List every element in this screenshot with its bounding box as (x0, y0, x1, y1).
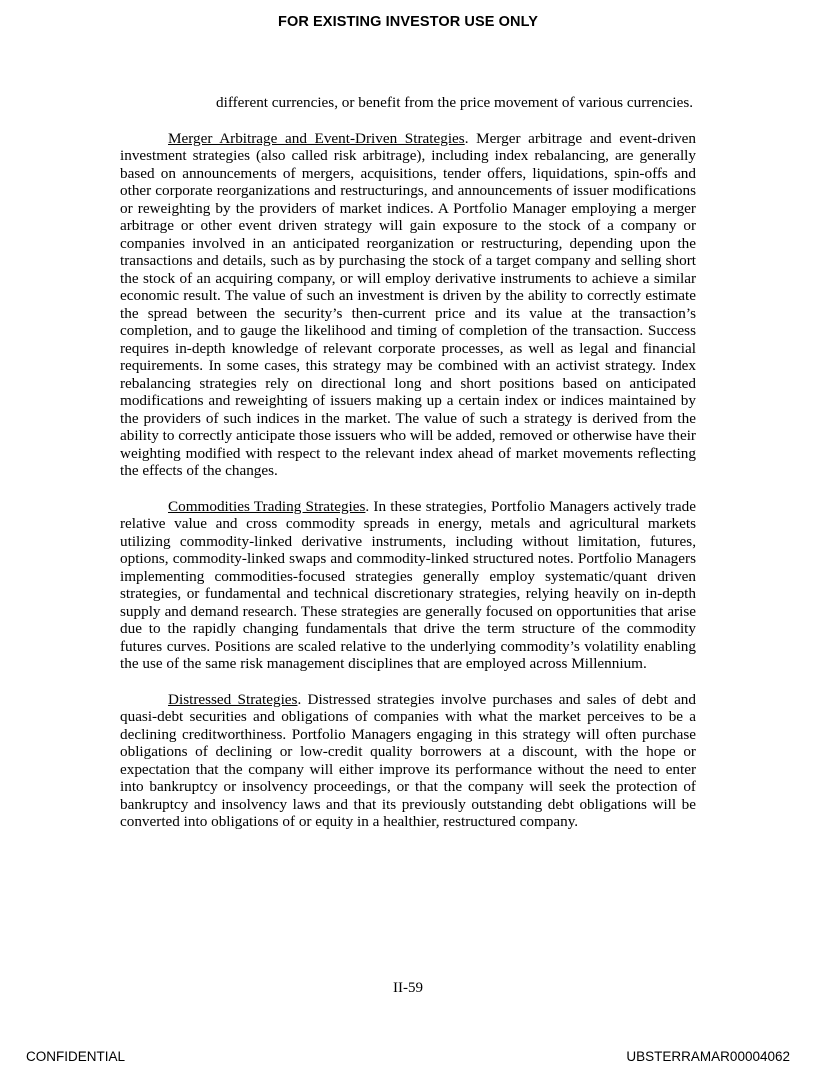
confidentiality-banner: FOR EXISTING INVESTOR USE ONLY (277, 14, 539, 30)
paragraph-commodities (120, 498, 696, 673)
paragraph-text: . Merger arbitrage and event-driven investment strategies (also called risk arbitrage), including index rebalancing, are generally based on announcements of mergers, acquisitions, tender offers, liquidations, spin-offs and other corporate reorganizations and restructurings, and announcements of issuer modifications or reweighting by the providers of market indices. A Portfolio Manager employing a merger arbitrage or other event driven strategy will gain exposure to the stock of a company or companies involved in an anticipated reorganization or restructuring, depending upon the transactions and details, such as by purchasing the stock of a target company and selling short the stock of an acquiring company, or will employ derivative instruments to achieve a similar economic result. The value of such an investment is driven by the ability to correctly estimate the spread between the security’s then-current price and its value at the transaction’s completion, and to gauge the likelihood and timing of completion of the transaction. Success requires in-depth knowledge of relevant corporate processes, as well as legal and financial requirements. In some cases, this strategy may be combined with an activist strategy. Index rebalancing strategies rely on directional long and short positions based on anticipated modifications and reweighting of issuers making up a certain index or indices maintained by the providers of such indices in the market. The value of such a strategy is derived from the ability to correctly anticipate those issuers who will be added, removed or otherwise have their weighting modified with respect to the relevant index ahead of market movements reflecting the effects of the changes. (120, 129, 697, 479)
paragraph-merger-arbitrage (120, 130, 696, 480)
paragraph-text: . In these strategies, Portfolio Managers actively trade relative value and cross commodity spreads in energy, metals and agricultural markets utilizing commodity-linked derivative instruments, including without limitation, futures, options, commodity-linked swaps and commodity-linked structured notes. Portfolio Managers implementing commodities-focused strategies generally employ systematic/quant driven strategies, or fundamental and technical discretionary strategies, relying heavily on in-depth supply and demand research. These strategies are generally focused on opportunities that arise due to the rapidly changing fundamentals that drive the term structure of the commodity futures curves. Positions are scaled relative to the underlying commodity’s volatility enabling the use of the same risk management disciplines that are employed across Millennium. (120, 497, 696, 672)
confidential-label: CONFIDENTIAL (26, 1049, 126, 1064)
page-number: II-59 (393, 980, 423, 996)
continuation-text: different currencies, or benefit from the price movement of various currencies. (216, 94, 694, 111)
heading-commodities: Commodities Trading Strategies (168, 497, 366, 515)
paragraph-distressed (120, 691, 696, 831)
document-body (120, 94, 696, 849)
bates-number: UBSTERRAMAR00004062 (626, 1049, 790, 1064)
heading-merger-arbitrage: Merger Arbitrage and Event-Driven Strategies (168, 129, 465, 147)
paragraph-text: . Distressed strategies involve purchases and sales of debt and quasi-debt securities and obligations of companies with what the market perceives to be a declining creditworthiness. Portfolio Managers engaging in this strategy will often purchase obligations of declining or low-credit quality borrowers at a discount, with the hope or expectation that the company will either improve its performance without the need to enter into bankruptcy or insolvency proceedings, or that the company will seek the protection of bankruptcy and insolvency laws and that its previously outstanding debt obligations will be converted into obligations of or equity in a healthier, restructured company. (120, 690, 696, 830)
heading-distressed: Distressed Strategies (168, 690, 298, 708)
